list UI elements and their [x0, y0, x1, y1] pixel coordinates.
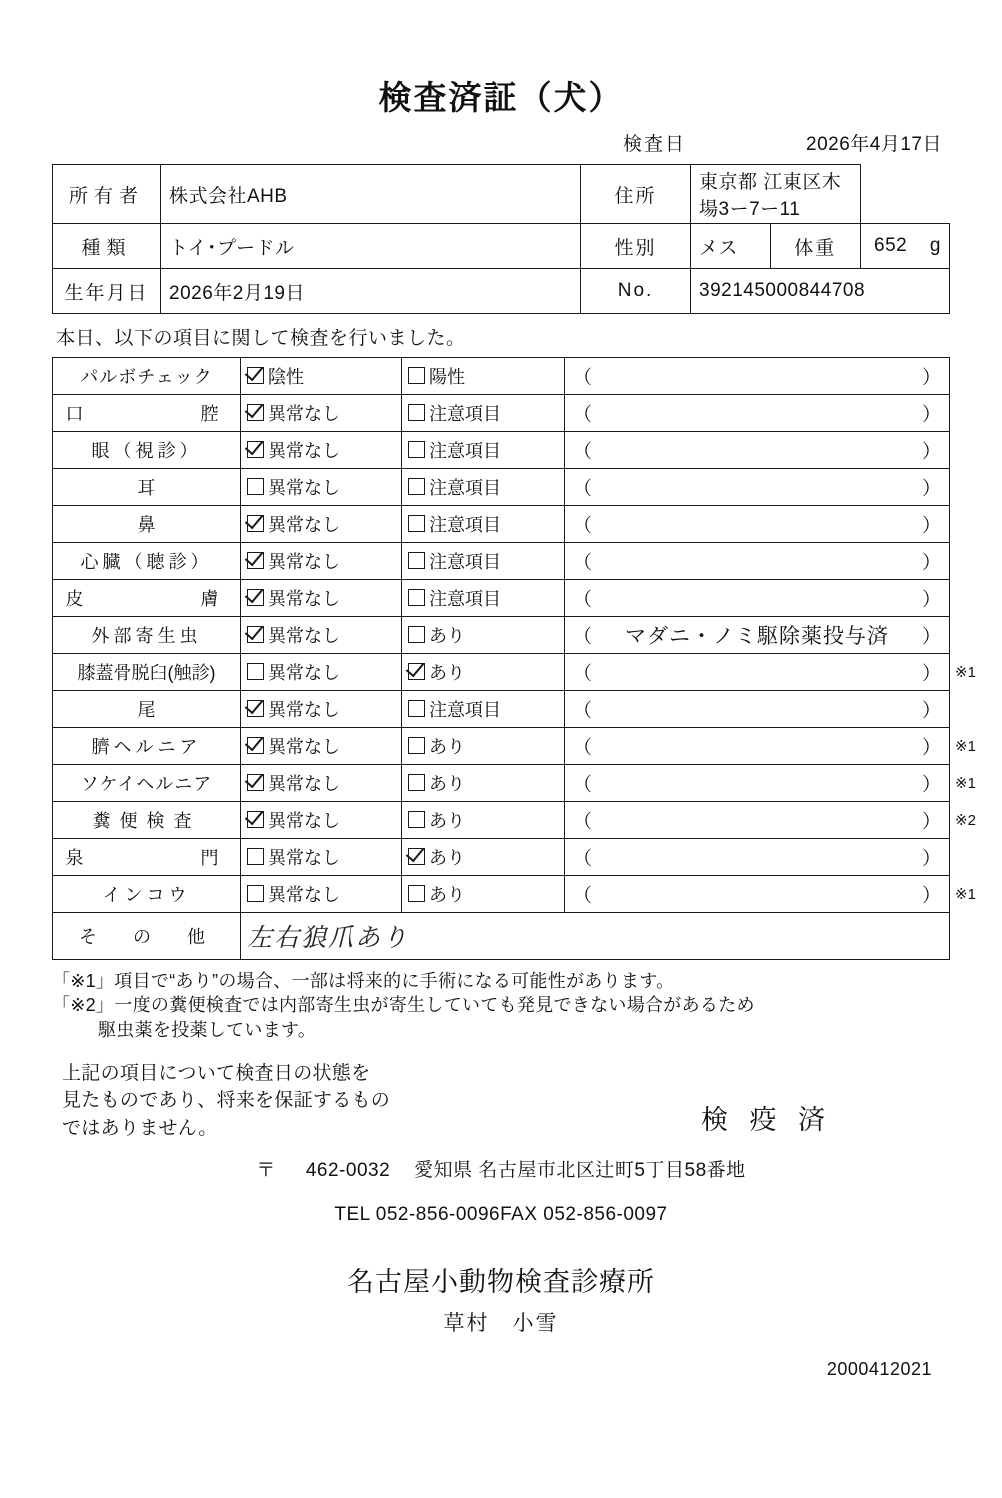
- check-item-label: 糞便検査: [53, 802, 241, 839]
- check-option-opt1[interactable]: [241, 876, 402, 913]
- check-item-label: ソケイヘルニア: [53, 765, 241, 802]
- fax-number: FAX 052-856-0097: [500, 1203, 668, 1225]
- check-row: [53, 395, 950, 432]
- sex-value: メス: [691, 224, 771, 269]
- check-option-opt1[interactable]: [241, 543, 402, 580]
- paren-close: ）: [921, 367, 941, 389]
- checked-checkbox-icon[interactable]: [247, 626, 264, 643]
- check-option-label: 異常なし: [268, 551, 340, 572]
- check-row: [53, 358, 950, 395]
- checkbox-icon[interactable]: [408, 737, 425, 754]
- check-option-label: 注意項目: [429, 514, 501, 535]
- weight-value: 652: [874, 235, 908, 256]
- breed-label: 種類: [53, 224, 161, 269]
- checkbox-icon[interactable]: [408, 626, 425, 643]
- check-option-opt2[interactable]: [402, 876, 565, 913]
- footnotes: [52, 969, 950, 1042]
- check-note-cell[interactable]: [565, 802, 950, 839]
- check-option-label: あり: [429, 810, 465, 831]
- check-option-opt1[interactable]: [241, 654, 402, 691]
- paren-open: （: [573, 848, 593, 870]
- paren-close: ）: [921, 811, 941, 833]
- check-option-opt1[interactable]: [241, 691, 402, 728]
- table-row: [53, 165, 950, 224]
- check-note-cell[interactable]: [565, 580, 950, 617]
- checks-wrapper: [52, 357, 976, 960]
- check-note-cell[interactable]: [565, 506, 950, 543]
- checkbox-icon[interactable]: [408, 367, 425, 384]
- paren-open: （: [573, 737, 593, 759]
- check-option-opt1[interactable]: [241, 839, 402, 876]
- checked-checkbox-icon[interactable]: [247, 737, 264, 754]
- check-option-opt1[interactable]: [241, 728, 402, 765]
- checkbox-icon[interactable]: [408, 700, 425, 717]
- paren-close: ）: [921, 478, 941, 500]
- weight-unit: g: [929, 235, 941, 256]
- check-option-label: あり: [429, 625, 465, 646]
- check-option-label: 陽性: [429, 366, 465, 387]
- checkbox-icon[interactable]: [408, 478, 425, 495]
- check-option-opt2[interactable]: [402, 543, 565, 580]
- check-row: [53, 654, 950, 691]
- paren-open: （: [573, 515, 593, 537]
- bottom-section: [52, 1060, 950, 1380]
- check-option-opt2[interactable]: [402, 802, 565, 839]
- check-item-label: 心臓（聴診）: [53, 543, 241, 580]
- paren-open: （: [573, 478, 593, 500]
- statement-line-2: 見たものであり、将来を保証するもの: [62, 1090, 391, 1112]
- breed-value: トイ･プードル: [161, 224, 581, 269]
- checkbox-icon[interactable]: [247, 663, 264, 680]
- certificate-page: [0, 72, 1002, 1498]
- check-option-label: 異常なし: [268, 625, 340, 646]
- check-note-cell[interactable]: [565, 839, 950, 876]
- check-option-label: 注意項目: [429, 588, 501, 609]
- checkbox-icon[interactable]: [408, 404, 425, 421]
- intro-text: 本日、以下の項目に関して検査を行いました。: [56, 328, 466, 349]
- checkbox-icon[interactable]: [408, 589, 425, 606]
- page-title: 検査済証（犬）: [378, 79, 624, 116]
- paren-close: ）: [921, 737, 941, 759]
- paren-close: ）: [921, 589, 941, 611]
- checked-checkbox-icon[interactable]: [408, 663, 425, 680]
- check-item-label: 泉 門: [53, 839, 241, 876]
- paren-close: ）: [921, 626, 941, 648]
- check-row: [53, 432, 950, 469]
- other-handwritten-text: 左右狼爪あり: [247, 923, 410, 952]
- owner-label: 所有者: [53, 165, 161, 224]
- check-row: [53, 765, 950, 802]
- check-row: [53, 876, 950, 913]
- checked-checkbox-icon[interactable]: [408, 848, 425, 865]
- check-row: [53, 506, 950, 543]
- table-row: [53, 224, 950, 269]
- clinic-name: 名古屋小動物検査診療所: [347, 1266, 655, 1297]
- check-item-label: インコウ: [53, 876, 241, 913]
- check-option-opt2[interactable]: [402, 358, 565, 395]
- check-row: [53, 543, 950, 580]
- quarantine-stamp: 検 疫 済: [700, 1104, 832, 1135]
- veterinarian-name: 草村 小雪: [443, 1311, 559, 1335]
- check-option-opt2[interactable]: [402, 580, 565, 617]
- check-option-opt1[interactable]: [241, 765, 402, 802]
- check-option-label: あり: [429, 773, 465, 794]
- check-option-label: 異常なし: [268, 847, 340, 868]
- paren-open: （: [573, 626, 593, 648]
- check-note-cell[interactable]: [565, 617, 950, 654]
- paren-close: ）: [921, 885, 941, 907]
- paren-close: ）: [921, 700, 941, 722]
- check-option-opt1[interactable]: [241, 580, 402, 617]
- check-note-cell[interactable]: [565, 691, 950, 728]
- check-option-opt1[interactable]: [241, 395, 402, 432]
- zip-code: 462-0032: [305, 1159, 391, 1181]
- check-option-opt1[interactable]: [241, 802, 402, 839]
- check-option-opt2[interactable]: [402, 654, 565, 691]
- check-note-cell[interactable]: [565, 876, 950, 913]
- check-item-label: 鼻: [53, 506, 241, 543]
- check-item-label: 外部寄生虫: [53, 617, 241, 654]
- check-option-opt2[interactable]: [402, 617, 565, 654]
- checked-checkbox-icon[interactable]: [247, 515, 264, 532]
- check-note-cell[interactable]: [565, 654, 950, 691]
- paren-open: （: [573, 441, 593, 463]
- check-item-label: 眼（視診）: [53, 432, 241, 469]
- paren-open: （: [573, 589, 593, 611]
- other-value[interactable]: [241, 913, 950, 960]
- check-option-label: 異常なし: [268, 514, 340, 535]
- check-item-label: 尾: [53, 691, 241, 728]
- checkbox-icon[interactable]: [408, 885, 425, 902]
- check-option-opt2[interactable]: [402, 506, 565, 543]
- paren-open: （: [573, 367, 593, 389]
- check-item-label: 臍ヘルニア: [53, 728, 241, 765]
- check-option-label: あり: [429, 847, 465, 868]
- check-row: [53, 691, 950, 728]
- check-option-opt1[interactable]: [241, 617, 402, 654]
- check-option-opt2[interactable]: [402, 765, 565, 802]
- check-item-label: 膝蓋骨脱臼(触診): [53, 654, 241, 691]
- statement-line-3: ではありません。: [62, 1117, 218, 1139]
- paren-open: （: [573, 663, 593, 685]
- check-item-label: 皮 膚: [53, 580, 241, 617]
- check-row: [53, 580, 950, 617]
- check-option-label: 異常なし: [268, 699, 340, 720]
- checked-checkbox-icon[interactable]: [247, 589, 264, 606]
- check-row: [53, 839, 950, 876]
- weight-value-cell: [860, 224, 950, 269]
- paren-close: ）: [921, 515, 941, 537]
- check-option-label: 異常なし: [268, 403, 340, 424]
- owner-info-table: [52, 164, 950, 314]
- table-row: [53, 269, 950, 314]
- check-option-label: 注意項目: [429, 699, 501, 720]
- check-option-opt2[interactable]: [402, 839, 565, 876]
- footnote-marker: ※1: [955, 738, 976, 755]
- check-option-label: 異常なし: [268, 736, 340, 757]
- checked-checkbox-icon[interactable]: [247, 441, 264, 458]
- address-value: 東京都 江東区木場3ー7ー11: [691, 165, 860, 224]
- statement: [62, 1060, 482, 1143]
- other-label: そ の 他: [53, 913, 241, 960]
- checks-table: [52, 357, 950, 960]
- statement-line-1: 上記の項目について検査日の状態を: [62, 1062, 371, 1084]
- check-option-opt1[interactable]: [241, 506, 402, 543]
- checked-checkbox-icon[interactable]: [247, 774, 264, 791]
- footnote-marker: ※1: [955, 775, 976, 792]
- check-option-opt2[interactable]: [402, 691, 565, 728]
- checkbox-icon[interactable]: [408, 441, 425, 458]
- footnote-1: 「※1」項目で“あり”の場合、一部は将来的に手術になる可能性があります。: [52, 971, 675, 991]
- paren-close: ）: [921, 441, 941, 463]
- paren-open: （: [573, 552, 593, 574]
- check-item-label: パルボチェック: [53, 358, 241, 395]
- check-option-label: 異常なし: [268, 773, 340, 794]
- address-text: 愛知県 名古屋市北区辻町5丁目58番地: [414, 1159, 746, 1181]
- check-option-label: 注意項目: [429, 477, 501, 498]
- check-note-cell[interactable]: [565, 765, 950, 802]
- check-option-label: 異常なし: [268, 588, 340, 609]
- check-option-label: 異常なし: [268, 662, 340, 683]
- checked-checkbox-icon[interactable]: [247, 811, 264, 828]
- paren-close: ）: [921, 404, 941, 426]
- zip-symbol: 〒: [256, 1159, 276, 1181]
- check-option-label: 異常なし: [268, 884, 340, 905]
- check-row: [53, 802, 950, 839]
- check-note-cell[interactable]: [565, 432, 950, 469]
- check-row: [53, 469, 950, 506]
- check-item-label: 耳: [53, 469, 241, 506]
- checkbox-icon[interactable]: [247, 848, 264, 865]
- check-option-label: 異常なし: [268, 477, 340, 498]
- check-option-label: あり: [429, 736, 465, 757]
- exam-date-label: 検査日: [623, 134, 687, 155]
- footnote-marker: ※1: [955, 886, 976, 903]
- checkbox-icon[interactable]: [408, 552, 425, 569]
- check-option-label: 異常なし: [268, 440, 340, 461]
- paren-close: ）: [921, 552, 941, 574]
- exam-date-row: [52, 129, 950, 156]
- check-option-opt2[interactable]: [402, 728, 565, 765]
- check-option-label: 異常なし: [268, 810, 340, 831]
- check-note-cell[interactable]: [565, 728, 950, 765]
- check-option-label: 注意項目: [429, 403, 501, 424]
- check-row: [53, 728, 950, 765]
- check-option-label: 注意項目: [429, 440, 501, 461]
- checked-checkbox-icon[interactable]: [247, 552, 264, 569]
- check-option-label: 注意項目: [429, 551, 501, 572]
- tel-number: TEL 052-856-0096: [334, 1203, 501, 1225]
- checkbox-icon[interactable]: [408, 811, 425, 828]
- clinic-contact: [52, 1204, 950, 1226]
- footnote-marker: ※1: [955, 664, 976, 681]
- checked-checkbox-icon[interactable]: [247, 700, 264, 717]
- clinic-address: [52, 1155, 950, 1182]
- footnote-2: 「※2」一度の糞便検査では内部寄生虫が寄生していても発見できない場合があるため: [52, 995, 755, 1016]
- no-value: 392145000844708: [691, 269, 950, 314]
- paren-open: （: [573, 811, 593, 833]
- owner-value: 株式会社AHB: [161, 165, 581, 224]
- exam-date-value: 2026年4月17日: [806, 134, 942, 155]
- birthdate-label: 生年月日: [53, 269, 161, 314]
- paren-open: （: [573, 700, 593, 722]
- sex-label: 性別: [581, 224, 691, 269]
- check-item-label: 口 腔: [53, 395, 241, 432]
- check-note-cell[interactable]: [565, 469, 950, 506]
- paren-open: （: [573, 774, 593, 796]
- checkbox-icon[interactable]: [408, 774, 425, 791]
- check-row: [53, 617, 950, 654]
- check-option-opt2[interactable]: [402, 469, 565, 506]
- check-note-cell[interactable]: [565, 395, 950, 432]
- check-note-text: マダニ・ノミ駆除薬投与済: [625, 625, 889, 648]
- check-option-opt1[interactable]: [241, 432, 402, 469]
- check-note-cell[interactable]: [565, 543, 950, 580]
- paren-open: （: [573, 885, 593, 907]
- checked-checkbox-icon[interactable]: [247, 367, 264, 384]
- check-option-label: あり: [429, 884, 465, 905]
- checkbox-icon[interactable]: [247, 885, 264, 902]
- check-option-opt1[interactable]: [241, 469, 402, 506]
- paren-close: ）: [921, 774, 941, 796]
- serial-number: 2000412021: [826, 1358, 932, 1379]
- paren-close: ）: [921, 848, 941, 870]
- check-option-opt2[interactable]: [402, 395, 565, 432]
- check-note-cell[interactable]: [565, 358, 950, 395]
- check-option-opt2[interactable]: [402, 432, 565, 469]
- check-option-label: あり: [429, 662, 465, 683]
- footnote-marker: ※2: [955, 812, 976, 829]
- check-option-label: 陰性: [268, 366, 304, 387]
- weight-label: 体重: [771, 224, 860, 269]
- paren-close: ）: [921, 663, 941, 685]
- checked-checkbox-icon[interactable]: [247, 404, 264, 421]
- checkbox-icon[interactable]: [408, 515, 425, 532]
- address-label: 住所: [581, 165, 691, 224]
- no-label: No.: [581, 269, 691, 314]
- checkbox-icon[interactable]: [247, 478, 264, 495]
- check-option-opt1[interactable]: [241, 358, 402, 395]
- paren-open: （: [573, 404, 593, 426]
- footnote-3: 駆虫薬を投薬しています。: [98, 1019, 317, 1040]
- check-row-other: [53, 913, 950, 960]
- birthdate-value: 2026年2月19日: [161, 269, 581, 314]
